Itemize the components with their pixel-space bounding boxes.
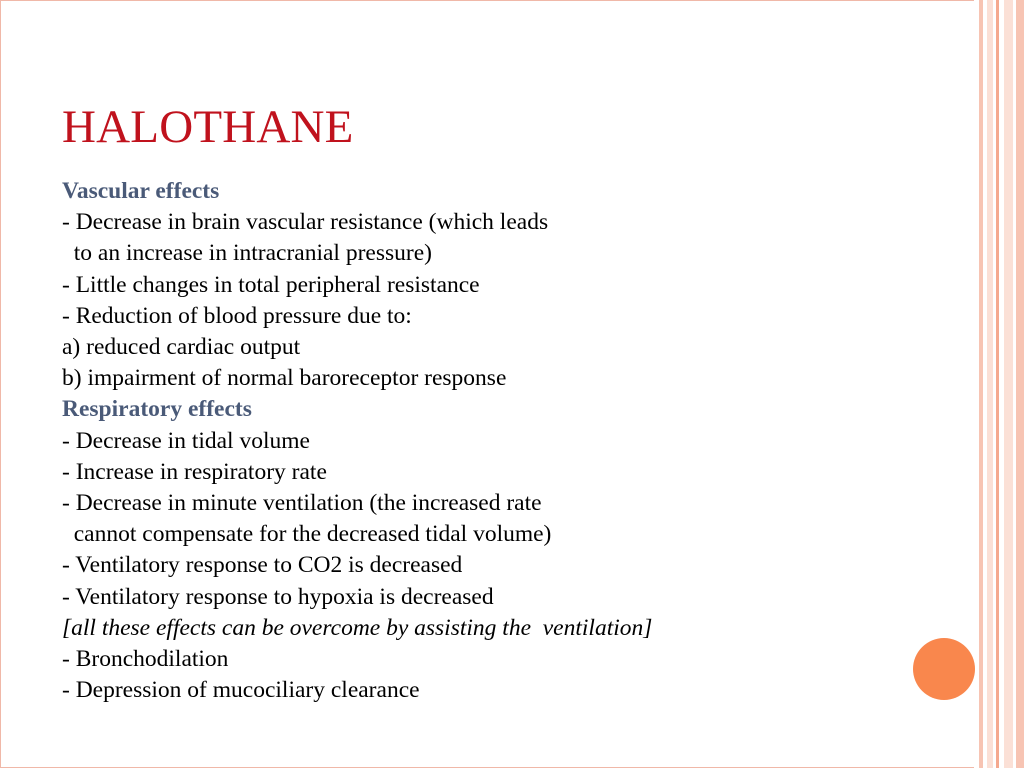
body-line: - Depression of mucociliary clearance	[62, 677, 420, 704]
body-line: - Reduction of blood pressure due to:	[62, 302, 412, 329]
body-line: - Decrease in minute ventilation (the increased rate	[62, 490, 542, 517]
slide-body	[62, 176, 922, 706]
body-line: - Decrease in brain vascular resistance (which leads	[62, 209, 549, 236]
decorative-stripe	[996, 0, 999, 768]
body-line: - Ventilatory response to CO2 is decreased	[62, 552, 463, 579]
body-line: to an increase in intracranial pressure)	[62, 240, 432, 267]
body-line: - Increase in respiratory rate	[62, 458, 327, 485]
section-heading: Vascular effects	[62, 178, 220, 204]
decorative-stripe	[979, 0, 983, 768]
section-heading: Respiratory effects	[62, 396, 252, 423]
slide-title: HALOTHANE	[62, 101, 354, 153]
decorative-stripe	[1016, 0, 1024, 768]
body-line: - Decrease in tidal volume	[62, 427, 310, 454]
decorative-stripe	[987, 0, 993, 768]
body-line: a) reduced cardiac output	[62, 334, 301, 361]
body-line: - Bronchodilation	[62, 646, 229, 673]
decorative-stripe	[1004, 0, 1013, 768]
accent-circle	[913, 638, 975, 700]
body-line: - Ventilatory response to hypoxia is decreased	[62, 583, 494, 610]
body-line: cannot compensate for the decreased tidal volume)	[62, 521, 552, 548]
body-line: - Little changes in total peripheral resistance	[62, 271, 480, 298]
body-line: [all these effects can be overcome by assisting the ventilation]	[62, 614, 653, 641]
body-line: b) impairment of normal baroreceptor response	[62, 365, 507, 392]
